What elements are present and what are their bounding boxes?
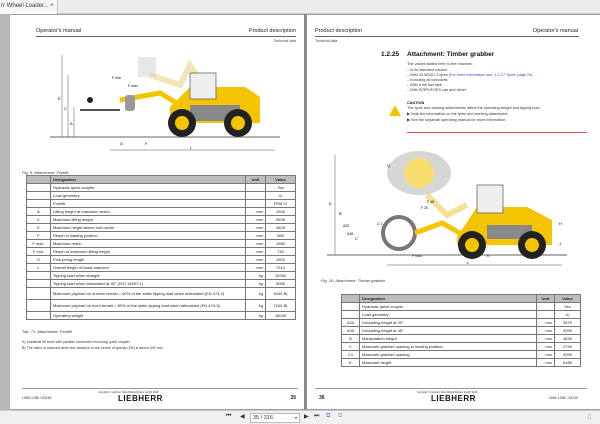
subheader: Technical data bbox=[315, 39, 338, 43]
caution-box bbox=[407, 101, 587, 133]
svg-text:K: K bbox=[487, 253, 490, 258]
footer-model: L556-1288 / 40249 bbox=[22, 396, 52, 400]
header-rule bbox=[36, 36, 296, 37]
svg-text:L: L bbox=[467, 260, 470, 265]
header-right: Operator's manual bbox=[532, 28, 578, 34]
warning-triangle-icon bbox=[389, 105, 401, 116]
two-page-view-icon[interactable]: ⧉ bbox=[326, 413, 331, 419]
table-row: Hydraulic quick coupler Yes bbox=[27, 184, 296, 192]
last-page-button[interactable]: ⏭ bbox=[314, 413, 320, 419]
table-row: C Maximum grabber opening in loading position mm 2740 bbox=[342, 343, 581, 351]
svg-text:F max.: F max. bbox=[412, 254, 423, 258]
svg-text:C: C bbox=[355, 236, 358, 241]
navigation-bar bbox=[0, 410, 600, 424]
forklift-spec-table bbox=[26, 175, 296, 320]
header-rule bbox=[315, 36, 579, 37]
timber-grabber-spec-table bbox=[341, 294, 581, 367]
fit-page-icon[interactable]: ▯ bbox=[588, 414, 592, 420]
liebherr-logo: LIEBHERR bbox=[118, 394, 163, 403]
footer-rule bbox=[315, 388, 587, 389]
svg-text:F min.: F min. bbox=[112, 76, 122, 80]
footnote-a: A) Industrial lift arms with parallel movement including quick coupler bbox=[22, 340, 130, 344]
svg-text:H: H bbox=[559, 221, 562, 226]
table-row: A Lifting height at maximum reach mm 1940 bbox=[27, 208, 296, 216]
page-36 bbox=[307, 15, 600, 409]
svg-text:F: F bbox=[145, 141, 148, 146]
page-number: 36 bbox=[319, 395, 325, 401]
caution-title: CAUTION bbox=[407, 101, 425, 105]
bullet-item: – With ROPS/FOPS cab and driver bbox=[407, 88, 467, 92]
section-title: Attachment: Timber grabber bbox=[407, 51, 495, 58]
page-number: 35 bbox=[290, 395, 296, 401]
table-row: Forklift FEM IV bbox=[27, 200, 296, 208]
footer-rule bbox=[22, 388, 298, 389]
next-page-button[interactable]: ▶ bbox=[304, 414, 309, 420]
table-row: Hydraulic quick coupler Yes bbox=[342, 303, 581, 311]
table-row: Tipping load when articulated at 40° (ISO 14397-1) kg 9050 bbox=[27, 280, 296, 288]
svg-text:F max.: F max. bbox=[128, 84, 139, 88]
svg-text:E: E bbox=[329, 201, 332, 206]
table-row: Load geometry A) bbox=[342, 311, 581, 319]
table-row: F Reach in loading position mm 985 bbox=[27, 232, 296, 240]
tab-bar bbox=[0, 0, 600, 14]
table-row: C1 Maximum grabber opening mm 2990 bbox=[342, 351, 581, 359]
table-row: G Fork prong length mm 1500 bbox=[27, 256, 296, 264]
left-gutter bbox=[0, 14, 10, 410]
svg-text:C: C bbox=[64, 106, 67, 111]
svg-text:B: B bbox=[339, 211, 342, 216]
figure-caption: Fig. 9: Attachment: Forklift bbox=[22, 170, 69, 175]
svg-text:A20: A20 bbox=[343, 224, 350, 228]
caution-step: ▶ Note the information on the tyres and working attachment. bbox=[407, 112, 509, 116]
timber-grabber-loader-figure bbox=[327, 145, 577, 275]
chevron-down-icon[interactable]: ▾ bbox=[294, 415, 297, 420]
footnote-b: B) The value is reduced when the distance to the centre of gravity (SA) is above 600 mm bbox=[22, 346, 163, 350]
table-row: A45 Unloading height at 45° mm 2990 bbox=[342, 327, 581, 335]
first-page-button[interactable]: ⏮ bbox=[226, 413, 232, 419]
figure-caption: Fig. 10: Attachment: Timber grabber bbox=[321, 278, 386, 283]
intro-text: The values stated refer to the machine: bbox=[407, 62, 473, 66]
table-row: Maximum payload on even terrain = 80% of the static tipping load when articulated (EN 474-3) kg 7240 B) bbox=[27, 300, 296, 312]
table-header-row: Designation Unit Value bbox=[342, 295, 581, 303]
table-row: E Maximum height above fork carrier mm 4625 bbox=[27, 224, 296, 232]
table-row: C Maximum lifting height mm 3535 bbox=[27, 216, 296, 224]
footer-model: L556-1288 / 40249 bbox=[548, 396, 578, 400]
svg-text:E: E bbox=[58, 96, 61, 101]
section-number: 1.2.25 bbox=[381, 51, 400, 58]
bullet-item: – In its standard version bbox=[407, 68, 448, 72]
tyres-link[interactable]: (For more information see: 1.2.17 Tyres, page 24) bbox=[448, 73, 533, 77]
table-row: Load geometry A) bbox=[27, 192, 296, 200]
table-row: F min. Reach at maximum lifting height mm 740 bbox=[27, 248, 296, 256]
liebherr-logo: LIEBHERR bbox=[431, 394, 476, 403]
table-row: Tipping load when straight kg 10260 bbox=[27, 272, 296, 280]
svg-text:G: G bbox=[120, 141, 124, 146]
page-number-input[interactable]: 35 / 316 ▾ bbox=[250, 413, 300, 423]
table-row: Maximum payload on uneven terrain = 60% of the static tipping load when articulated (EN 474-3) kg 5430 B) bbox=[27, 288, 296, 300]
table-header-row: Designation Unit Value bbox=[27, 176, 296, 184]
subheader: Technical data bbox=[273, 39, 296, 43]
caution-step: ▶ See the separate operating manual for more information. bbox=[407, 118, 507, 122]
table-row: B Manipulation height mm 4630 bbox=[342, 335, 581, 343]
svg-text:A: A bbox=[70, 121, 73, 126]
bullet-item: – Including all lubricants bbox=[407, 78, 448, 82]
page-35 bbox=[10, 15, 304, 409]
table-row: L Overall length of basic machine mm 7210 bbox=[27, 264, 296, 272]
svg-text:Q: Q bbox=[387, 163, 391, 168]
table-caption: Tab. 71: Attachment: Forklift bbox=[22, 329, 72, 334]
bullet-item: – With 23.5R25 L3 tyres (For more information see: 1.2.17 Tyres, page 24) bbox=[407, 73, 533, 77]
prev-page-button[interactable]: ◀ bbox=[240, 414, 245, 420]
svg-text:F 45: F 45 bbox=[427, 200, 435, 204]
header-right: Product description bbox=[248, 28, 296, 34]
caution-text: The tyres and working attachments affect the operating weight and tipping load. bbox=[407, 106, 541, 110]
svg-text:C 1: C 1 bbox=[377, 222, 383, 226]
single-page-view-icon[interactable]: ⧉ bbox=[338, 413, 343, 419]
bullet-list bbox=[407, 68, 533, 93]
footer-copyright: Copyright © Liebherr-Werk Bischofshofen GmbH 2018 bbox=[417, 391, 478, 394]
svg-text:J: J bbox=[559, 241, 561, 246]
table-row: Operating weight kg 18040 bbox=[27, 312, 296, 320]
bullet-item: – With a full fuel tank bbox=[407, 83, 443, 87]
forklift-loader-figure bbox=[50, 45, 290, 165]
header-left: Product description bbox=[315, 28, 363, 34]
document-tab[interactable] bbox=[0, 0, 58, 14]
close-tab-icon[interactable]: × bbox=[50, 3, 54, 9]
header-left: Operator's manual bbox=[36, 28, 82, 34]
svg-text:F 20: F 20 bbox=[421, 206, 429, 210]
table-row: F max. Maximum reach mm 1580 bbox=[27, 240, 296, 248]
svg-text:L: L bbox=[190, 145, 193, 150]
footer-copyright: Copyright © Liebherr-Werk Bischofshofen GmbH 2018 bbox=[98, 391, 159, 394]
svg-text:A45: A45 bbox=[347, 232, 354, 236]
table-row: E Maximum height mm 6480 bbox=[342, 359, 581, 367]
document-viewer[interactable] bbox=[0, 14, 600, 410]
table-row: A20 Unloading height at 20° mm 3570 bbox=[342, 319, 581, 327]
tab-title: rr Wheel Loader... bbox=[1, 3, 49, 9]
